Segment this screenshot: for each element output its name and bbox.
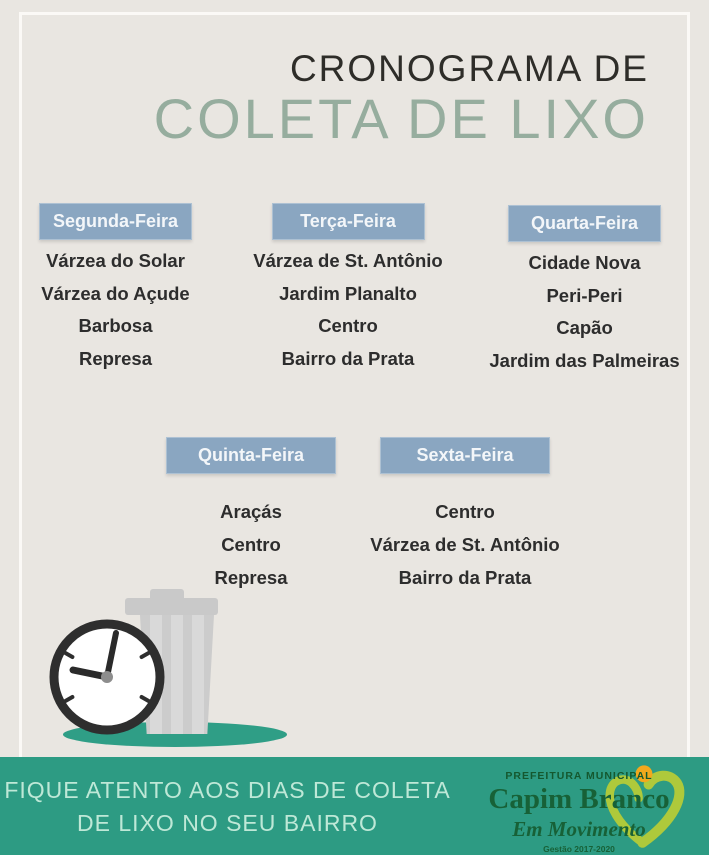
- neighborhood-list-sexta: [365, 495, 565, 594]
- trash-can-rib: [171, 615, 183, 734]
- day-header-quinta: Quinta-Feira: [166, 437, 336, 474]
- day-header-quarta: Quarta-Feira: [508, 205, 661, 242]
- day-column-terca: [238, 203, 458, 375]
- neighborhood-list-quinta: [151, 495, 351, 594]
- title-line2: COLETA DE LIXO: [153, 87, 649, 150]
- list-item: Várzea de St. Antônio: [253, 250, 443, 271]
- municipality-logo: [468, 761, 690, 854]
- neighborhood-list-segunda: [18, 245, 213, 375]
- footer-message-line1: FIQUE ATENTO AOS DIAS DE COLETA: [4, 777, 451, 803]
- title-line1: CRONOGRAMA DE: [289, 48, 649, 89]
- day-column-segunda: [18, 203, 213, 375]
- footer-message: [0, 774, 455, 840]
- page-title: [153, 48, 649, 150]
- list-item: Bairro da Prata: [398, 567, 532, 588]
- trash-can-lid: [125, 598, 218, 615]
- list-item: Capão: [556, 317, 613, 338]
- list-item: Centro: [435, 501, 495, 522]
- neighborhood-list-terca: [238, 245, 458, 375]
- day-header-sexta: Sexta-Feira: [380, 437, 550, 474]
- list-item: Jardim das Palmeiras: [489, 349, 680, 371]
- list-item: Centro: [221, 534, 281, 555]
- day-header-segunda: Segunda-Feira: [39, 203, 192, 240]
- logo-term: Gestão 2017-2020: [543, 844, 615, 854]
- day-header-terca: Terça-Feira: [272, 203, 425, 240]
- logo-name: Capim Branco: [488, 783, 670, 815]
- day-column-sexta: [365, 437, 565, 594]
- trash-can-rib: [192, 615, 204, 734]
- list-item: Várzea de St. Antônio: [370, 534, 560, 555]
- list-item: Araçás: [220, 501, 282, 522]
- day-column-quarta: [462, 205, 707, 377]
- day-column-quinta: [151, 437, 351, 594]
- footer-banner: [0, 757, 709, 855]
- list-item: Várzea do Açude: [41, 282, 190, 304]
- logo-slogan: Em Movimento: [512, 817, 646, 841]
- clock-icon: [48, 618, 166, 736]
- list-item: Barbosa: [78, 315, 153, 336]
- list-item: Peri-Peri: [546, 284, 623, 306]
- list-item: Represa: [78, 347, 152, 369]
- neighborhood-list-quarta: [462, 247, 707, 377]
- list-item: Cidade Nova: [528, 252, 641, 273]
- logo-org-label: PREFEITURA MUNICIPAL: [505, 770, 653, 782]
- list-item: Bairro da Prata: [281, 347, 415, 369]
- list-item: Represa: [214, 567, 288, 588]
- list-item: Centro: [318, 315, 378, 336]
- list-item: Várzea do Solar: [46, 250, 185, 271]
- list-item: Jardim Planalto: [279, 282, 417, 304]
- footer-message-line2: DE LIXO NO SEU BAIRRO: [77, 810, 378, 836]
